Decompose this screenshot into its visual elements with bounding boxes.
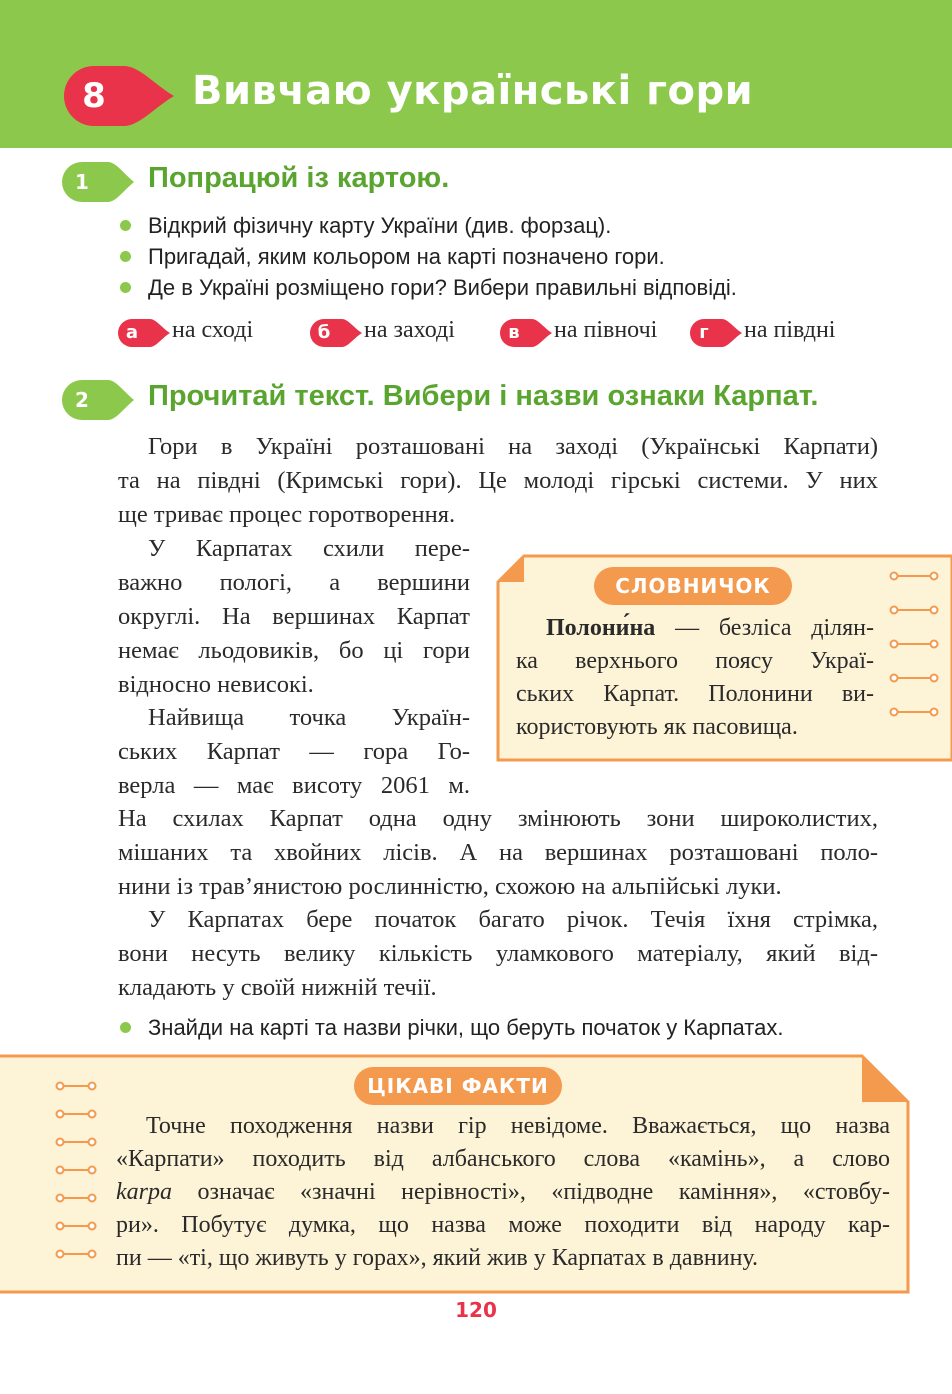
task-2-title: Прочитай текст. Вибери і назви ознаки Карпат. (148, 380, 819, 412)
dictionary-term: Полони́на (546, 615, 656, 641)
task-1-number: 1 (75, 170, 89, 194)
bullet-dot (120, 1022, 131, 1033)
answer-options: а на сході б на заході в на півночі г на півдні (118, 315, 878, 351)
dictionary-definition: Полони́на — безліса ділян- ка верхнього поясу Украї- ських Карпат. Полонини ви- користовують як пасовища. (516, 615, 874, 740)
facts-term: karpa (116, 1179, 172, 1205)
bullet-dot (120, 251, 131, 262)
list-item: Де в Україні розміщено гори? Вибери правильні відповіді. (118, 272, 737, 303)
task-2-number: 2 (75, 388, 89, 412)
bullet-dot (120, 282, 131, 293)
facts-text: Точне походження назви гір невідоме. Вважається, що назва «Карпати» походить від албанського слова «камінь», а слово karpa означає «значні нерівності», «підводне каміння», «стовбу- ри». Побутує думка, що назва може походити від народу кар- пи — «ті, що живуть у горах», який жив у Карпатах в давнину. (116, 1113, 890, 1271)
text-paragraph-4: У Карпатах бере початок багато річок. Течія їхня стрімка, вони несуть велику кількість уламкового матеріалу, який від- кладають у своїй нижній течії. (118, 906, 878, 1001)
bullet-dot (120, 220, 131, 231)
list-item: Відкрий фізичну карту України (див. форзац). (118, 210, 737, 241)
dictionary-title: СЛОВНИЧОК (594, 567, 792, 605)
text-paragraph-1: Гори в Україні розташовані на заході (Українські Карпати) та на півдні (Кримські гори). Це молоді гірські системи. У них ще триває процес горотворення. (118, 433, 878, 528)
list-item: Пригадай, яким кольором на карті позначено гори. (118, 241, 737, 272)
task-1-title: Попрацюй із картою. (148, 162, 450, 194)
text-paragraph-3: Найвища точка Україн- ських Карпат — гора Го- верла — має висоту 2061 м. (118, 704, 470, 799)
text-paragraph-3-continued: На схилах Карпат одна одну змінюють зони широколистих, мішаних та хвойних лісів. А на вершинах розташовані поло- нини із трав’янистою рослинністю, схожою на альпійські луки. (118, 805, 878, 900)
facts-title: ЦІКАВІ ФАКТИ (354, 1067, 562, 1105)
list-item: Знайди на карті та назви річки, що беруть початок у Карпатах. (118, 1012, 783, 1043)
text-paragraph-2: У Карпатах схили пере- важно пологі, а вершини округлі. На вершинах Карпат немає льодовиків, бо ці гори відносно невисокі. (118, 535, 470, 698)
task-2-bullets (118, 1012, 783, 1043)
task-1-bullets (118, 210, 737, 303)
page-number: 120 (455, 1298, 497, 1322)
page-title: Вивчаю українські гори (192, 68, 754, 114)
lesson-number: 8 (82, 76, 106, 116)
